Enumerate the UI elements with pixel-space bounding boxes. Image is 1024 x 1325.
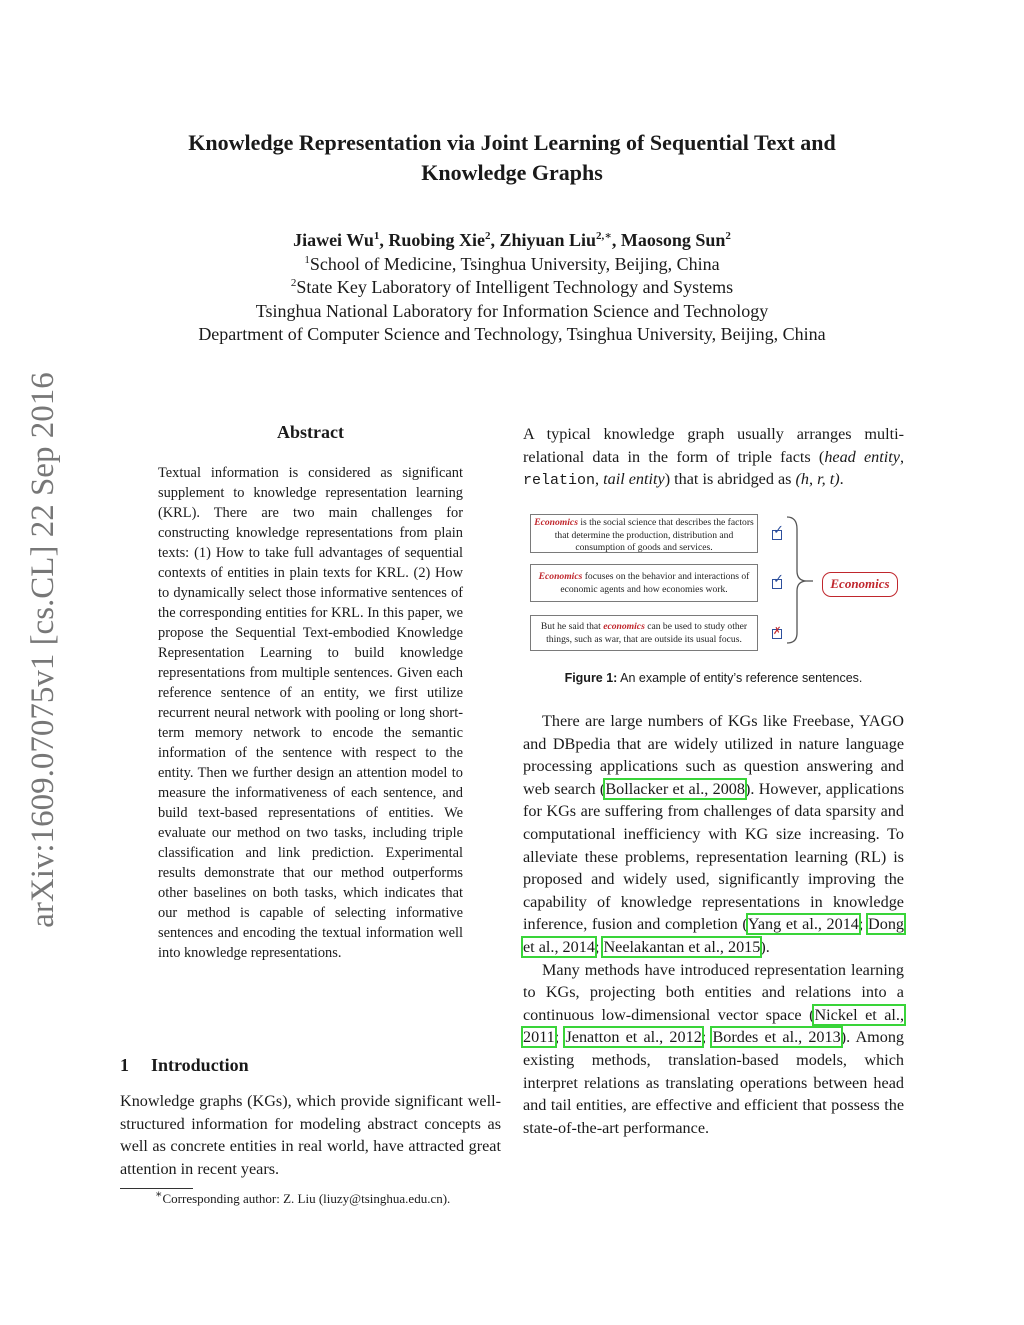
reference-sentence-1 (530, 514, 758, 553)
figure-caption (523, 671, 904, 685)
citation-link[interactable]: Jenatton et al., 2012 (565, 1028, 702, 1047)
affiliation-2-text: State Key Laboratory of Intelligent Technology and Systems (296, 277, 734, 297)
entity-node: Economics (822, 572, 898, 597)
footnote-mark: ∗ (155, 1188, 163, 1201)
citation-link[interactable]: Nickel et al., 2011 (523, 1005, 904, 1047)
author-1: Jiawei Wu (293, 230, 374, 250)
check-icon: ✓ (773, 523, 784, 538)
citation-link[interactable]: Bordes et al., 2013 (712, 1028, 841, 1047)
title-line-1: Knowledge Representation via Joint Learning of Sequential Text and (188, 130, 836, 155)
reference-sentence-3 (530, 615, 758, 651)
author-3-sup: 2,∗ (596, 230, 612, 242)
affiliation-3: Tsinghua National Laboratory for Information Science and Technology (255, 300, 769, 321)
p2-text-end: ). (760, 937, 770, 956)
introduction-paragraph-1: Knowledge graphs (KGs), which provide significant well-structured information for modeling abstract concepts as well as concrete entities in real world, have attracted great attention in recent years. (120, 1092, 501, 1178)
sentence-1-entity: Economics (534, 517, 578, 528)
p1-text-b: , (899, 447, 905, 466)
abstract-heading: Abstract (277, 422, 344, 442)
p2-text-a: There are large numbers of KGs like Freebase, YAGO and DBpedia that are widely utilized in nature language processing applications such as question answering and web search ( (523, 712, 904, 798)
affiliation-2 (100, 276, 924, 300)
right-paragraph-1 (523, 423, 904, 493)
section-heading-introduction (120, 1055, 249, 1076)
p1-text-e: . (839, 470, 844, 489)
p3-text-a: Many methods have introduced representation learning to KGs, projecting both entities and relations into a continuous low-dimensional vector space ( (523, 960, 904, 1024)
author-block (100, 229, 924, 347)
paper-title (100, 128, 924, 188)
author-4: , Maosong Sun (611, 230, 726, 250)
affiliation-2-sup: 2 (290, 277, 297, 289)
footnote-text: Corresponding author: Z. Liu (liuzy@tsinghua.edu.cn). (162, 1191, 451, 1206)
affiliation-1-text: School of Medicine, Tsinghua University, Beijing, China (309, 253, 720, 274)
p1-text-c: , (595, 470, 604, 489)
sentence-3-text: can be used to study other things, such as war, that are outside its usual focus. (546, 621, 748, 645)
sentence-2-text: focuses on the behavior and interactions of economic agents and how economies work. (560, 571, 750, 595)
p3-text-b: ). Among existing methods, translation-based models, which interpret relations as translating operations between head and tail entities, are effective and efficient that possess the state-of-the-art performance. (523, 1028, 905, 1137)
footnote (120, 1190, 501, 1208)
affiliation-4: Department of Computer Science and Technology, Tsinghua University, Beijing, China (198, 324, 826, 344)
p3-sep-1: ; (554, 1028, 566, 1047)
author-2-sup: 2 (484, 230, 491, 242)
p2-sep-2: ; (594, 937, 604, 956)
checkbox-selected-1 (772, 523, 784, 540)
curly-brace-icon (785, 515, 815, 645)
p2-text-b: ). However, applications for KGs are suffering from challenges of data sparsity and computational inefficiency with KG size increasing. To alleviate these problems, representation learning (RL) is proposed and widely used, significantly improving the capability of knowledge representations in knowledge inference, fusion and completion ( (523, 779, 904, 934)
figure-1 (523, 505, 904, 655)
sentence-3-entity: economics (603, 621, 645, 632)
arxiv-stamp: arXiv:1609.07075v1 [cs.CL] 22 Sep 2016 (25, 372, 61, 928)
sentence-2-entity: Economics (538, 571, 583, 582)
p2-sep-1: ; (858, 915, 869, 934)
right-paragraph-2 (523, 710, 904, 959)
p1-triple-notation: (h, r, t) (795, 470, 840, 489)
sentence-1-text: is the social science that describes the factors that determine the production, distribution and consumption of goods and services. (554, 517, 754, 553)
section-title: Introduction (151, 1055, 249, 1075)
author-4-sup: 2 (725, 230, 731, 242)
reference-sentence-2 (530, 564, 758, 602)
right-paragraph-3 (523, 959, 904, 1140)
section-number: 1 (120, 1055, 129, 1075)
citation-link[interactable]: Bollacker et al., 2008 (605, 779, 745, 798)
affiliation-1 (100, 253, 924, 277)
affiliation-1-sup: 1 (304, 253, 310, 266)
checkbox-rejected-3 (772, 626, 782, 639)
caption-label: Figure 1: (564, 671, 618, 685)
p3-sep-2: ; (701, 1028, 713, 1047)
p1-text-a: A typical knowledge graph usually arranges multi-relational data in the form of triple facts ( (523, 425, 904, 466)
citation-link[interactable]: Yang et al., 2014 (747, 915, 859, 934)
right-column-body (523, 710, 904, 1139)
checkbox-selected-2 (772, 572, 784, 589)
author-2: , Ruobing Xie (379, 230, 485, 250)
citation-link[interactable]: Dong et al., 2014 (523, 915, 905, 956)
cross-icon: ✗ (773, 626, 782, 637)
citation-link[interactable]: Neelakantan et al., 2015 (603, 937, 761, 956)
p1-text-d: ) that is abridged as (664, 470, 796, 489)
author-names (100, 229, 924, 253)
p1-head-entity: head entity (824, 447, 900, 466)
author-1-sup: 1 (373, 230, 380, 242)
author-3: , Zhiyuan Liu (490, 230, 597, 250)
p1-relation: relation (523, 472, 596, 490)
title-line-2: Knowledge Graphs (421, 160, 603, 185)
caption-text: An example of entity’s reference sentences. (617, 671, 863, 685)
abstract-text: Textual information is considered as significant supplement to knowledge representation learning (KRL). There are two main challenges for constructing knowledge representations from plain texts: (1) How to take full advantages of sequential contexts of entities in plain texts for KRL. (2) How to dynamically select those informative sentences of the corresponding entities for KRL. In this paper, we propose the Sequential Text-embodied Knowledge Representation Learning to build knowledge representations from multiple sentences. Given each reference sentence of an entity, we first utilize recurrent neural network with pooling or long short-term memory network to encode the semantic information of the sentence with respect to the entity. Then we further design an attention model to measure the informativeness of each sentence, and build text-based representations of entities. We evaluate our method on two tasks, including triple classification and link prediction. Experimental results demonstrate that our method outperforms other baselines on both tasks, which indicates that our method is capable of selecting informative sentences and encoding the textual information well into knowledge representations. (158, 465, 463, 961)
p1-tail-entity: tail entity (603, 470, 665, 489)
check-icon: ✓ (773, 572, 784, 587)
sentence-3-text-pre: But he said that (540, 621, 604, 632)
